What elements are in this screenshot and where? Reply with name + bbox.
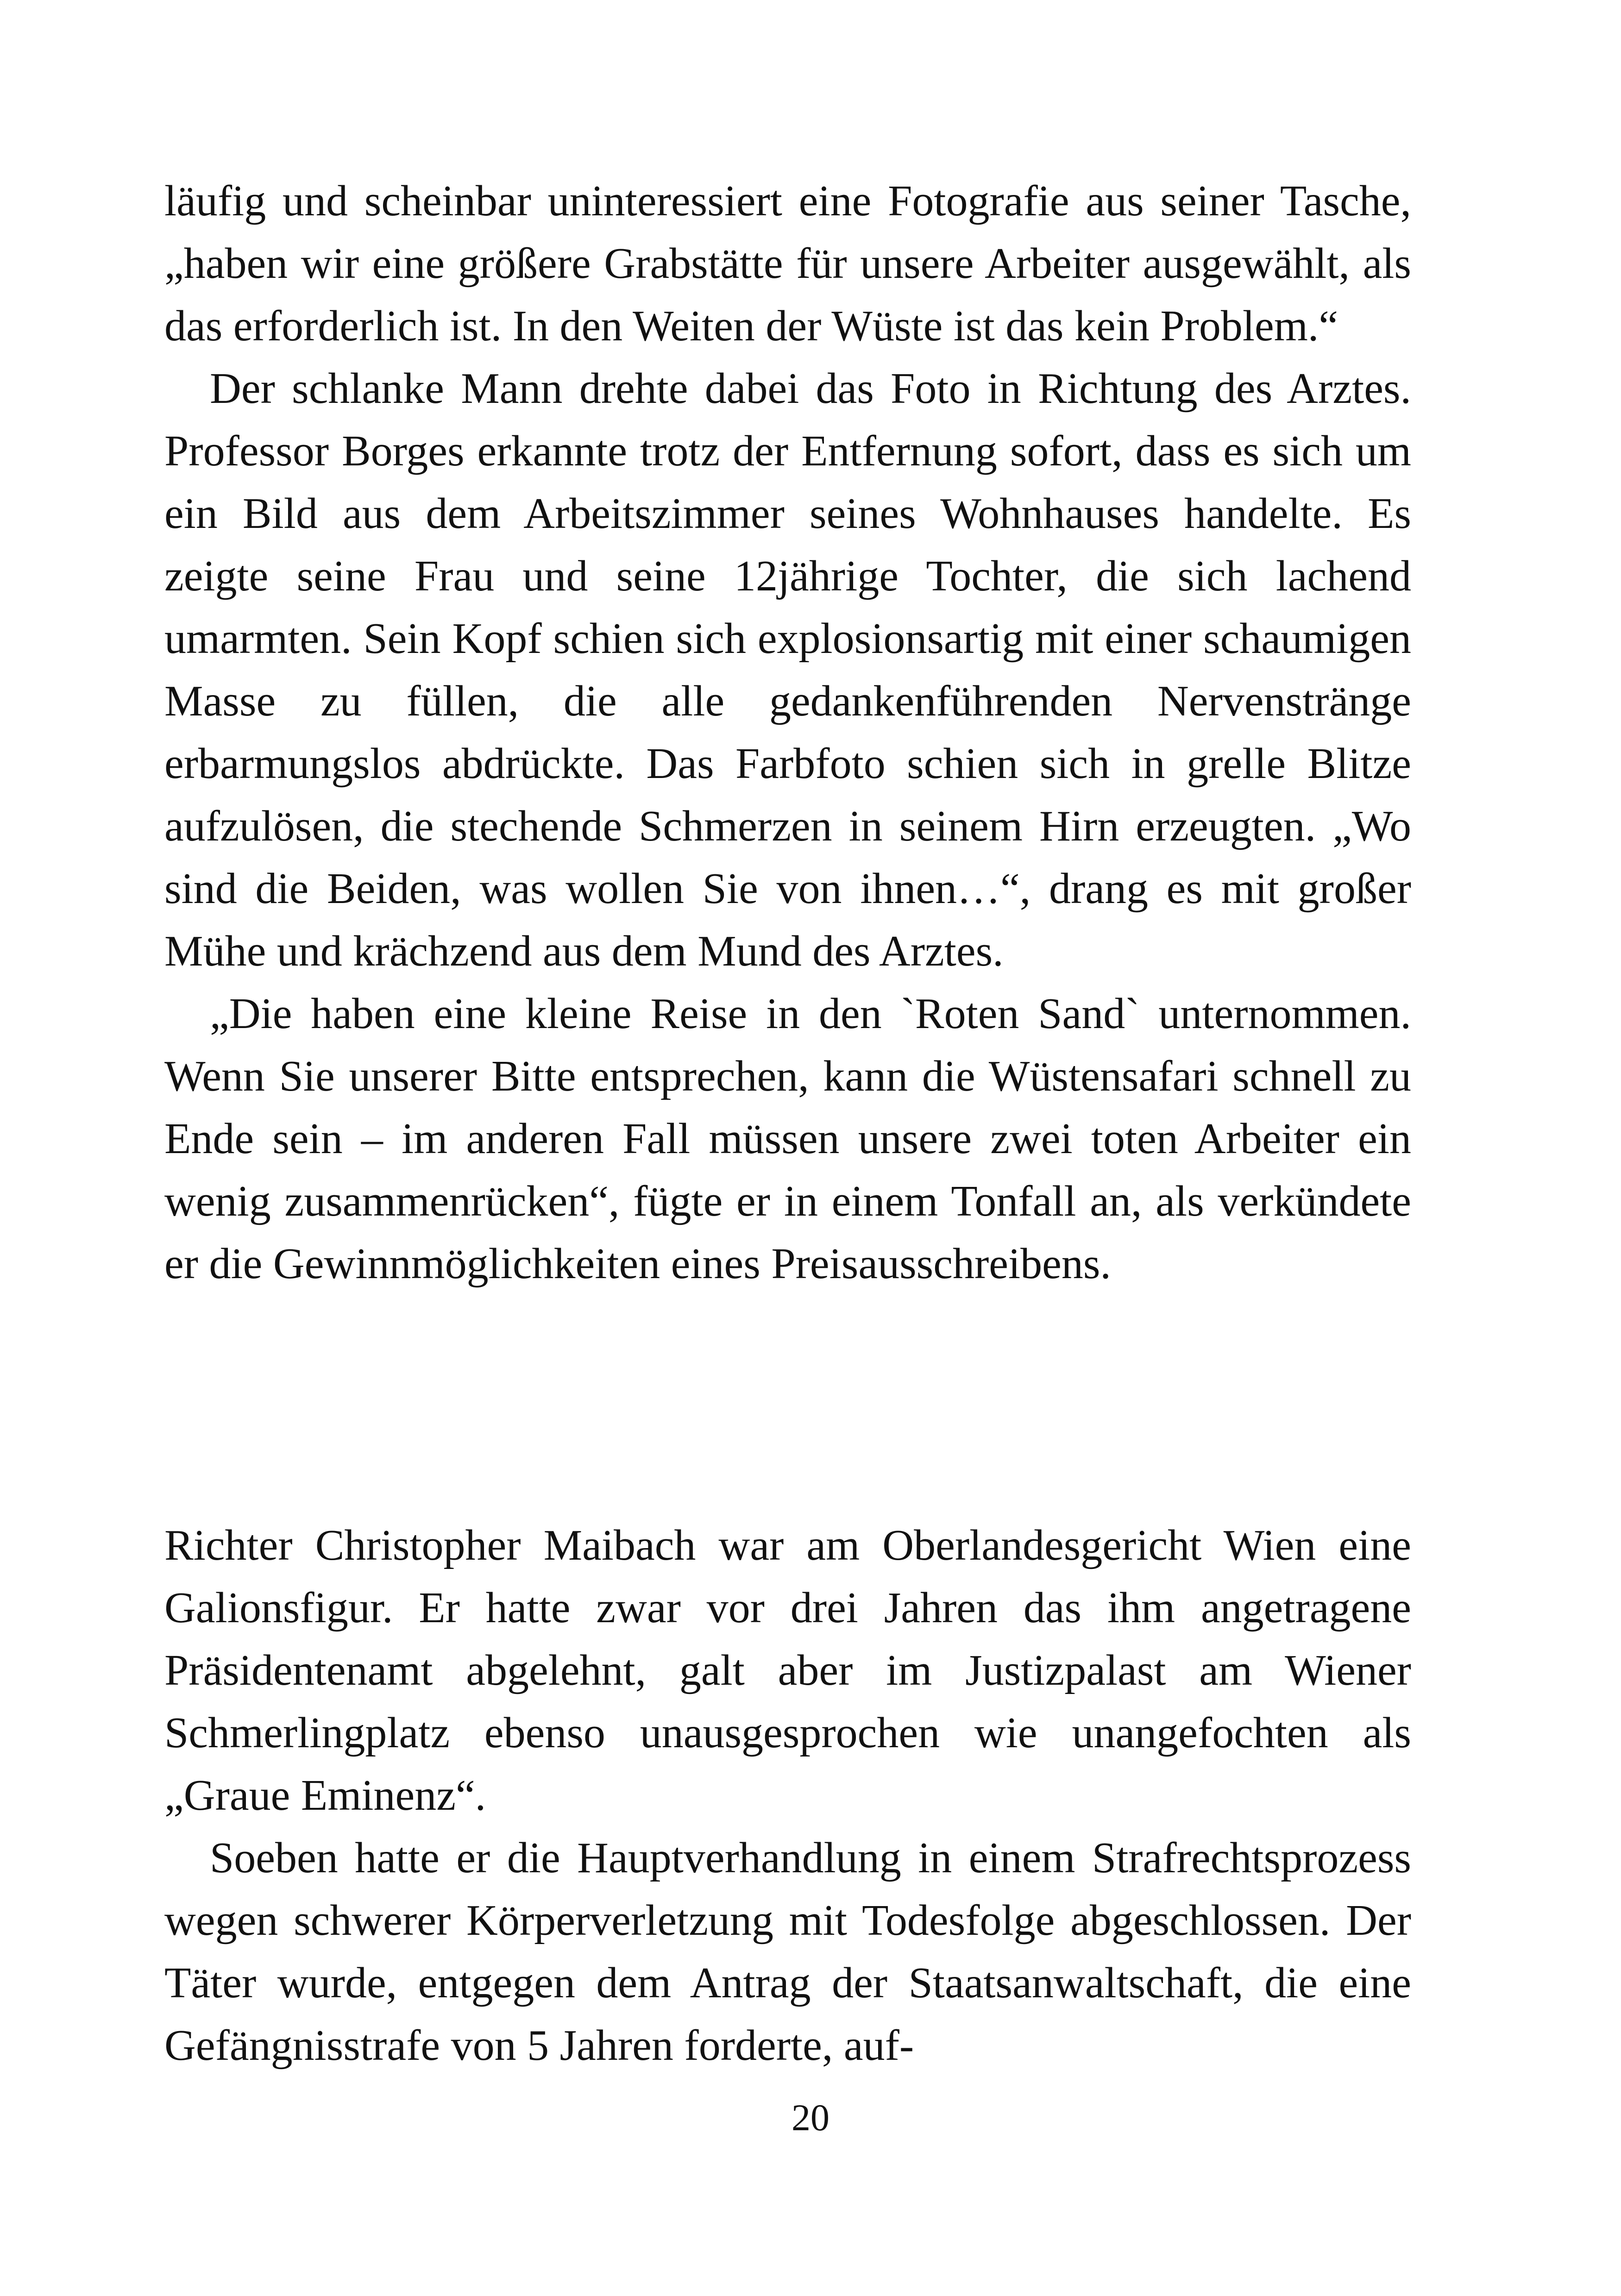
text-section-1	[164, 170, 1411, 1295]
paragraph: „Die haben eine kleine Reise in den `Roten Sand` unternommen. Wenn Sie unserer Bitte entsprechen, kann die Wüstensafari schnell zu Ende sein – im anderen Fall müssen unsere zwei toten Arbeiter ein wenig zusammenrücken“, fügte er in einem Tonfall an, als verkündete er die Gewinnmöglichkeiten eines Preisausschreibens.	[164, 990, 1411, 1288]
paragraph: Richter Christopher Maibach war am Oberlandesgericht Wien eine Galionsfigur. Er hatte zwar vor drei Jahren das ihm angetragene Präsidentenamt abgelehnt, galt aber im Justizpalast am Wiener Schmerlingplatz ebenso unausgesprochen wie unangefochten als „Graue Eminenz“.	[164, 1521, 1411, 1819]
text-section-2	[164, 1514, 1411, 2077]
page-number: 20	[792, 2096, 829, 2139]
paragraph: Soeben hatte er die Hauptverhandlung in einem Strafrechtsprozess wegen schwerer Körperverletzung mit Todesfolge abgeschlossen. Der Täter wurde, entgegen dem Antrag der Staatsanwaltschaft, die eine Gefängnisstrafe von 5 Jahren forderte, auf-	[164, 1834, 1411, 2070]
paragraph: Der schlanke Mann drehte dabei das Foto in Richtung des Arztes. Professor Borges erkannte trotz der Entfernung sofort, dass es sich um ein Bild aus dem Arbeitszimmer seines Wohnhauses handelte. Es zeigte seine Frau und seine 12jährige Tochter, die sich lachend umarmten. Sein Kopf schien sich explosionsartig mit einer schaumigen Masse zu füllen, die alle gedankenführenden Nervenstränge erbarmungslos abdrückte. Das Farbfoto schien sich in grelle Blitze aufzulösen, die stechende Schmerzen in seinem Hirn erzeugten. „Wo sind die Beiden, was wollen Sie von ihnen…“, drang es mit großer Mühe und krächzend aus dem Mund des Arztes.	[164, 364, 1411, 975]
paragraph: läufig und scheinbar uninteressiert eine Fotografie aus seiner Tasche, „haben wir eine größere Grabstätte für unsere Arbeiter ausgewählt, als das erforderlich ist. In den Weiten der Wüste ist das kein Problem.“	[164, 177, 1411, 350]
